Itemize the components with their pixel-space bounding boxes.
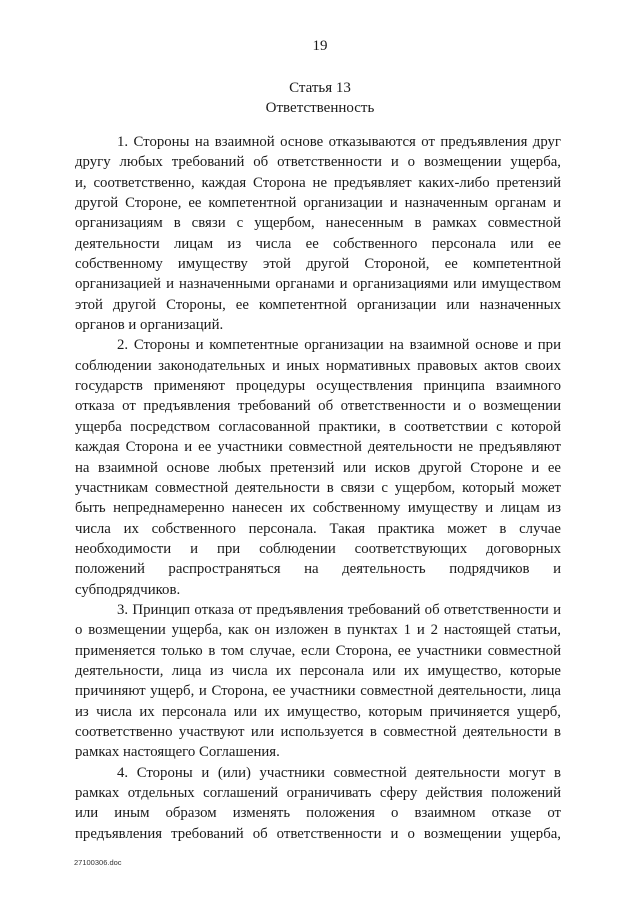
text-line: деятельности лицам из числа ее собственного персонала или ее <box>75 235 561 252</box>
text-line: необходимости и при соблюдении соответствующих договорных <box>75 540 561 557</box>
text-line: о возмещении ущерба, как он изложен в пунктах 1 и 2 настоящей статьи, <box>75 622 561 639</box>
text-line: числа их собственного персонала. Такая практика может в случае <box>75 520 561 537</box>
text-line: или иным образом изменять положения о взаимном отказе от <box>75 805 561 822</box>
text-line: применяется только в том случае, если Сторона, ее участники совместной <box>75 642 561 659</box>
article-heading <box>0 78 640 118</box>
text-line: собственному имуществу этой другой Стороной, ее компетентной <box>75 256 561 273</box>
text-line: 1. Стороны на взаимной основе отказываются от предъявления друг <box>117 134 561 150</box>
text-line: предъявления требований об ответственности и о возмещении ущерба, <box>75 825 561 842</box>
paragraph <box>75 763 561 844</box>
text-line: 2. Стороны и компетентные организации на взаимной основе и при <box>117 337 561 354</box>
text-line: деятельности, лица из числа их персонала или их имущество, которые <box>75 662 561 679</box>
article-title: Ответственность <box>265 100 375 116</box>
page-number: 19 <box>312 38 328 54</box>
text-line: каждая Сторона и ее участники совместной деятельности не предъявляют <box>75 439 561 456</box>
text-line: 4. Стороны и (или) участники совместной деятельности могут в <box>117 764 561 781</box>
text-line: быть непреднамеренно нанесен их собственному имуществу и лицам из <box>75 500 561 517</box>
text-line: другу любых требований об ответственности и о возмещении ущерба, <box>75 154 561 171</box>
text-line: положений распространяться на деятельность подрядчиков и <box>75 561 561 578</box>
article-body <box>75 132 561 844</box>
paragraph <box>75 132 561 335</box>
paragraph <box>75 600 561 763</box>
text-line: государств применяют процедуры осуществления принципа взаимного <box>75 378 561 395</box>
text-line: организацией и назначенными органами и организациями или имуществом <box>75 276 561 293</box>
text-line: на взаимной основе любых претензий или исков другой Стороне и ее <box>75 459 561 476</box>
text-line: причиняют ущерб, и Сторона, ее участники совместной деятельности, лица <box>75 683 561 700</box>
text-line: организациям в связи с ущербом, нанесенным в рамках совместной <box>75 215 561 232</box>
paragraph <box>75 335 561 599</box>
text-line: соответственно участвуют или используется в совместной деятельности в <box>75 723 561 740</box>
text-line: рамках отдельных соглашений ограничивать сферу действия положений <box>75 785 561 801</box>
text-line: рамках настоящего Соглашения. <box>75 744 280 761</box>
text-line: отказа от предъявления требований об ответственности и о возмещении <box>75 398 561 415</box>
text-line: из числа их персонала или их имущество, которым причиняется ущерб, <box>75 703 561 720</box>
text-line: 3. Принцип отказа от предъявления требований об ответственности и <box>117 601 561 618</box>
document-file-name: 27100306.doc <box>74 858 122 867</box>
article-number: Статья 13 <box>289 80 351 96</box>
text-line: субподрядчиков. <box>75 581 181 598</box>
text-line: соблюдении законодательных и иных нормативных правовых актов своих <box>75 357 561 374</box>
text-line: другой Стороне, ее компетентной организации и назначенным органам и <box>75 195 561 212</box>
text-line: этой другой Стороны, ее компетентной организации или назначенных <box>75 296 561 313</box>
text-line: участникам совместной деятельности в связи с ущербом, который может <box>75 479 561 496</box>
text-line: и, соответственно, каждая Сторона не предъявляет каких-либо претензий <box>75 174 561 191</box>
text-line: органов и организаций. <box>75 317 224 334</box>
text-line: ущерба посредством согласованной практики, в соответствии с которой <box>75 418 561 435</box>
